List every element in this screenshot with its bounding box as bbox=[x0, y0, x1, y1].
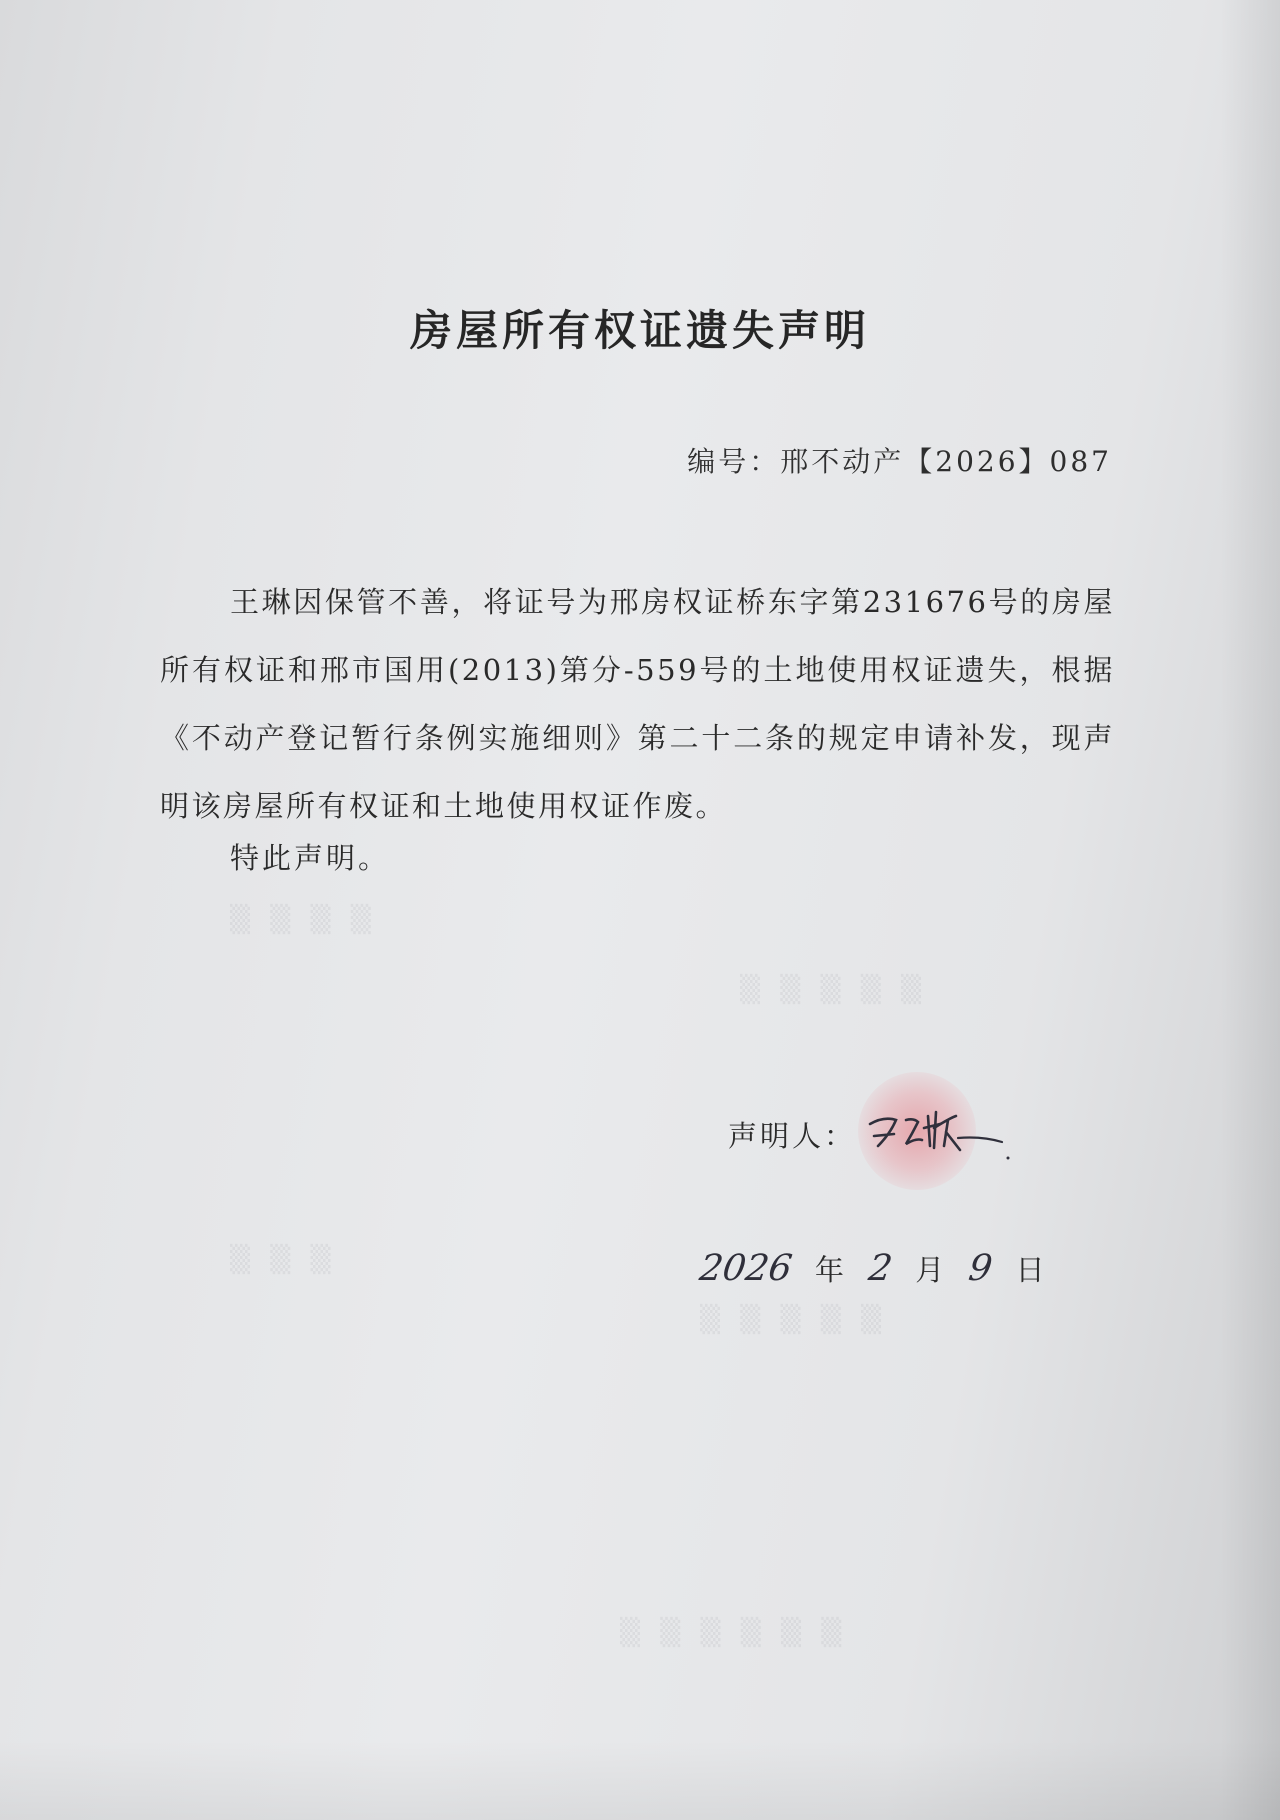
handwritten-signature bbox=[864, 1098, 1014, 1168]
date-month-label: 月 bbox=[915, 1253, 947, 1287]
declarant-label: 声明人： bbox=[728, 1119, 857, 1153]
document-number: 编号：邢不动产【2026】087 bbox=[687, 445, 1112, 478]
closing-statement: 特此声明。 bbox=[230, 841, 391, 875]
declaration-body: 王琳因保管不善，将证号为邢房权证桥东字第231676号的房屋所有权证和邢市国用(2013)第分-559号的土地使用权证遗失，根据《不动产登记暂行条例实施细则》第二十二条的规定申请补发，现声明该房屋所有权证和土地使用权证作废。 bbox=[160, 585, 1115, 823]
bleed-through-texture: ▒ ▒ ▒ ▒ bbox=[230, 905, 377, 935]
document-title: 房屋所有权证遗失声明 bbox=[409, 306, 870, 355]
date-year: 2026 bbox=[697, 1248, 795, 1289]
declaration-date bbox=[697, 1248, 1061, 1308]
page-edge-shadow bbox=[1220, 0, 1280, 1820]
date-day-label: 日 bbox=[1015, 1253, 1047, 1287]
page-bottom-shadow bbox=[0, 1740, 1280, 1820]
bleed-through-texture: ▒ ▒ ▒ ▒ ▒ bbox=[700, 1305, 888, 1335]
bleed-through-texture: ▒ ▒ ▒ bbox=[230, 1245, 337, 1275]
date-year-label: 年 bbox=[814, 1253, 846, 1287]
bleed-through-texture: ▒ ▒ ▒ ▒ ▒ bbox=[740, 975, 928, 1005]
date-day: 9 bbox=[966, 1248, 996, 1289]
date-month: 2 bbox=[866, 1248, 895, 1289]
bleed-through-texture: ▒ ▒ ▒ ▒ ▒ ▒ bbox=[620, 1618, 848, 1648]
